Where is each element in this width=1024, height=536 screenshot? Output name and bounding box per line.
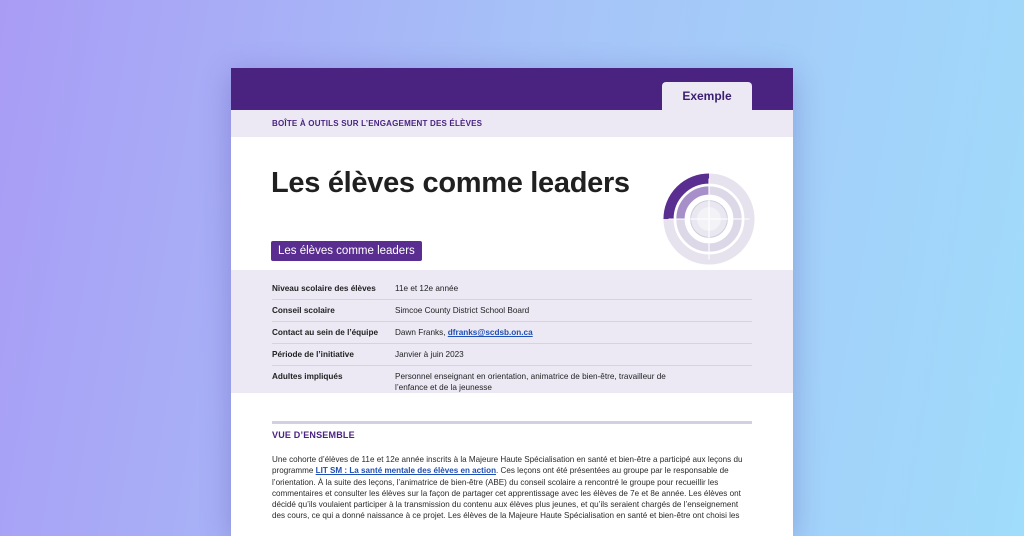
overview-paragraph xyxy=(272,454,748,522)
grade-label: Niveau scolaire des élèves xyxy=(272,284,376,293)
document-page xyxy=(231,68,793,536)
overview-text-start: Une cohorte d’élèves de 11e et 12e année inscrits à la Majeure Haute Spécialisation en santé et bien-être a participé aux leçons du programme xyxy=(272,455,743,476)
toolkit-label: BOÎTE À OUTILS SUR L’ENGAGEMENT DES ÉLÈVES xyxy=(231,110,793,137)
tab-exemple[interactable]: Exemple xyxy=(662,82,752,110)
header-bar xyxy=(231,68,793,110)
section-divider xyxy=(272,421,752,424)
contact-value xyxy=(395,327,695,338)
hero-section xyxy=(231,137,793,270)
category-badge: Les élèves comme leaders xyxy=(271,241,422,261)
table-row xyxy=(272,344,752,366)
board-label: Conseil scolaire xyxy=(272,306,335,315)
contact-label: Contact au sein de l’équipe xyxy=(272,328,379,337)
board-value: Simcoe County District School Board xyxy=(395,306,530,315)
program-link[interactable]: LIT SM : La santé mentale des élèves en action xyxy=(315,466,497,476)
table-row xyxy=(272,300,752,322)
engagement-wheel-icon xyxy=(663,173,755,265)
adults-value: Personnel enseignant en orientation, animatrice de bien-être, travailleur de l’enfance et de la jeunesse xyxy=(395,372,666,392)
contact-name: Dawn Franks, xyxy=(395,328,448,337)
period-label: Période de l’initiative xyxy=(272,350,354,359)
grade-value: 11e et 12e année xyxy=(395,284,459,293)
overview-title: VUE D’ENSEMBLE xyxy=(272,430,355,440)
table-row xyxy=(272,322,752,344)
adults-label: Adultes impliqués xyxy=(272,372,343,381)
overview-section xyxy=(231,393,793,522)
overview-text-rest: . Ces leçons ont été présentées au groupe par le responsable de l’orientation. À la suite des leçons, l’animatrice de bien-être (ABE) du conseil scolaire a rencontré le groupe pour recueillir les commentaires et consulter les élèves sur la façon de partager cet apprentissage avec les élèves de 7e et 8e année. Les élèves ont décidé qu’ils voulaient participer à la transmission du contenu aux élèves plus jeunes, et qu’ils seraient chargés de l’enseignement des cours, ce qui a donné naissance à ce projet. Les élèves de la Majeure Haute Spécialisation en santé et bien-être ont choisi les xyxy=(272,466,741,521)
contact-email-link[interactable]: dfranks@scdsb.on.ca xyxy=(447,328,533,337)
info-table xyxy=(231,270,793,393)
period-value: Janvier à juin 2023 xyxy=(395,350,464,359)
page-title: Les élèves comme leaders xyxy=(271,167,630,199)
table-row xyxy=(272,278,752,300)
